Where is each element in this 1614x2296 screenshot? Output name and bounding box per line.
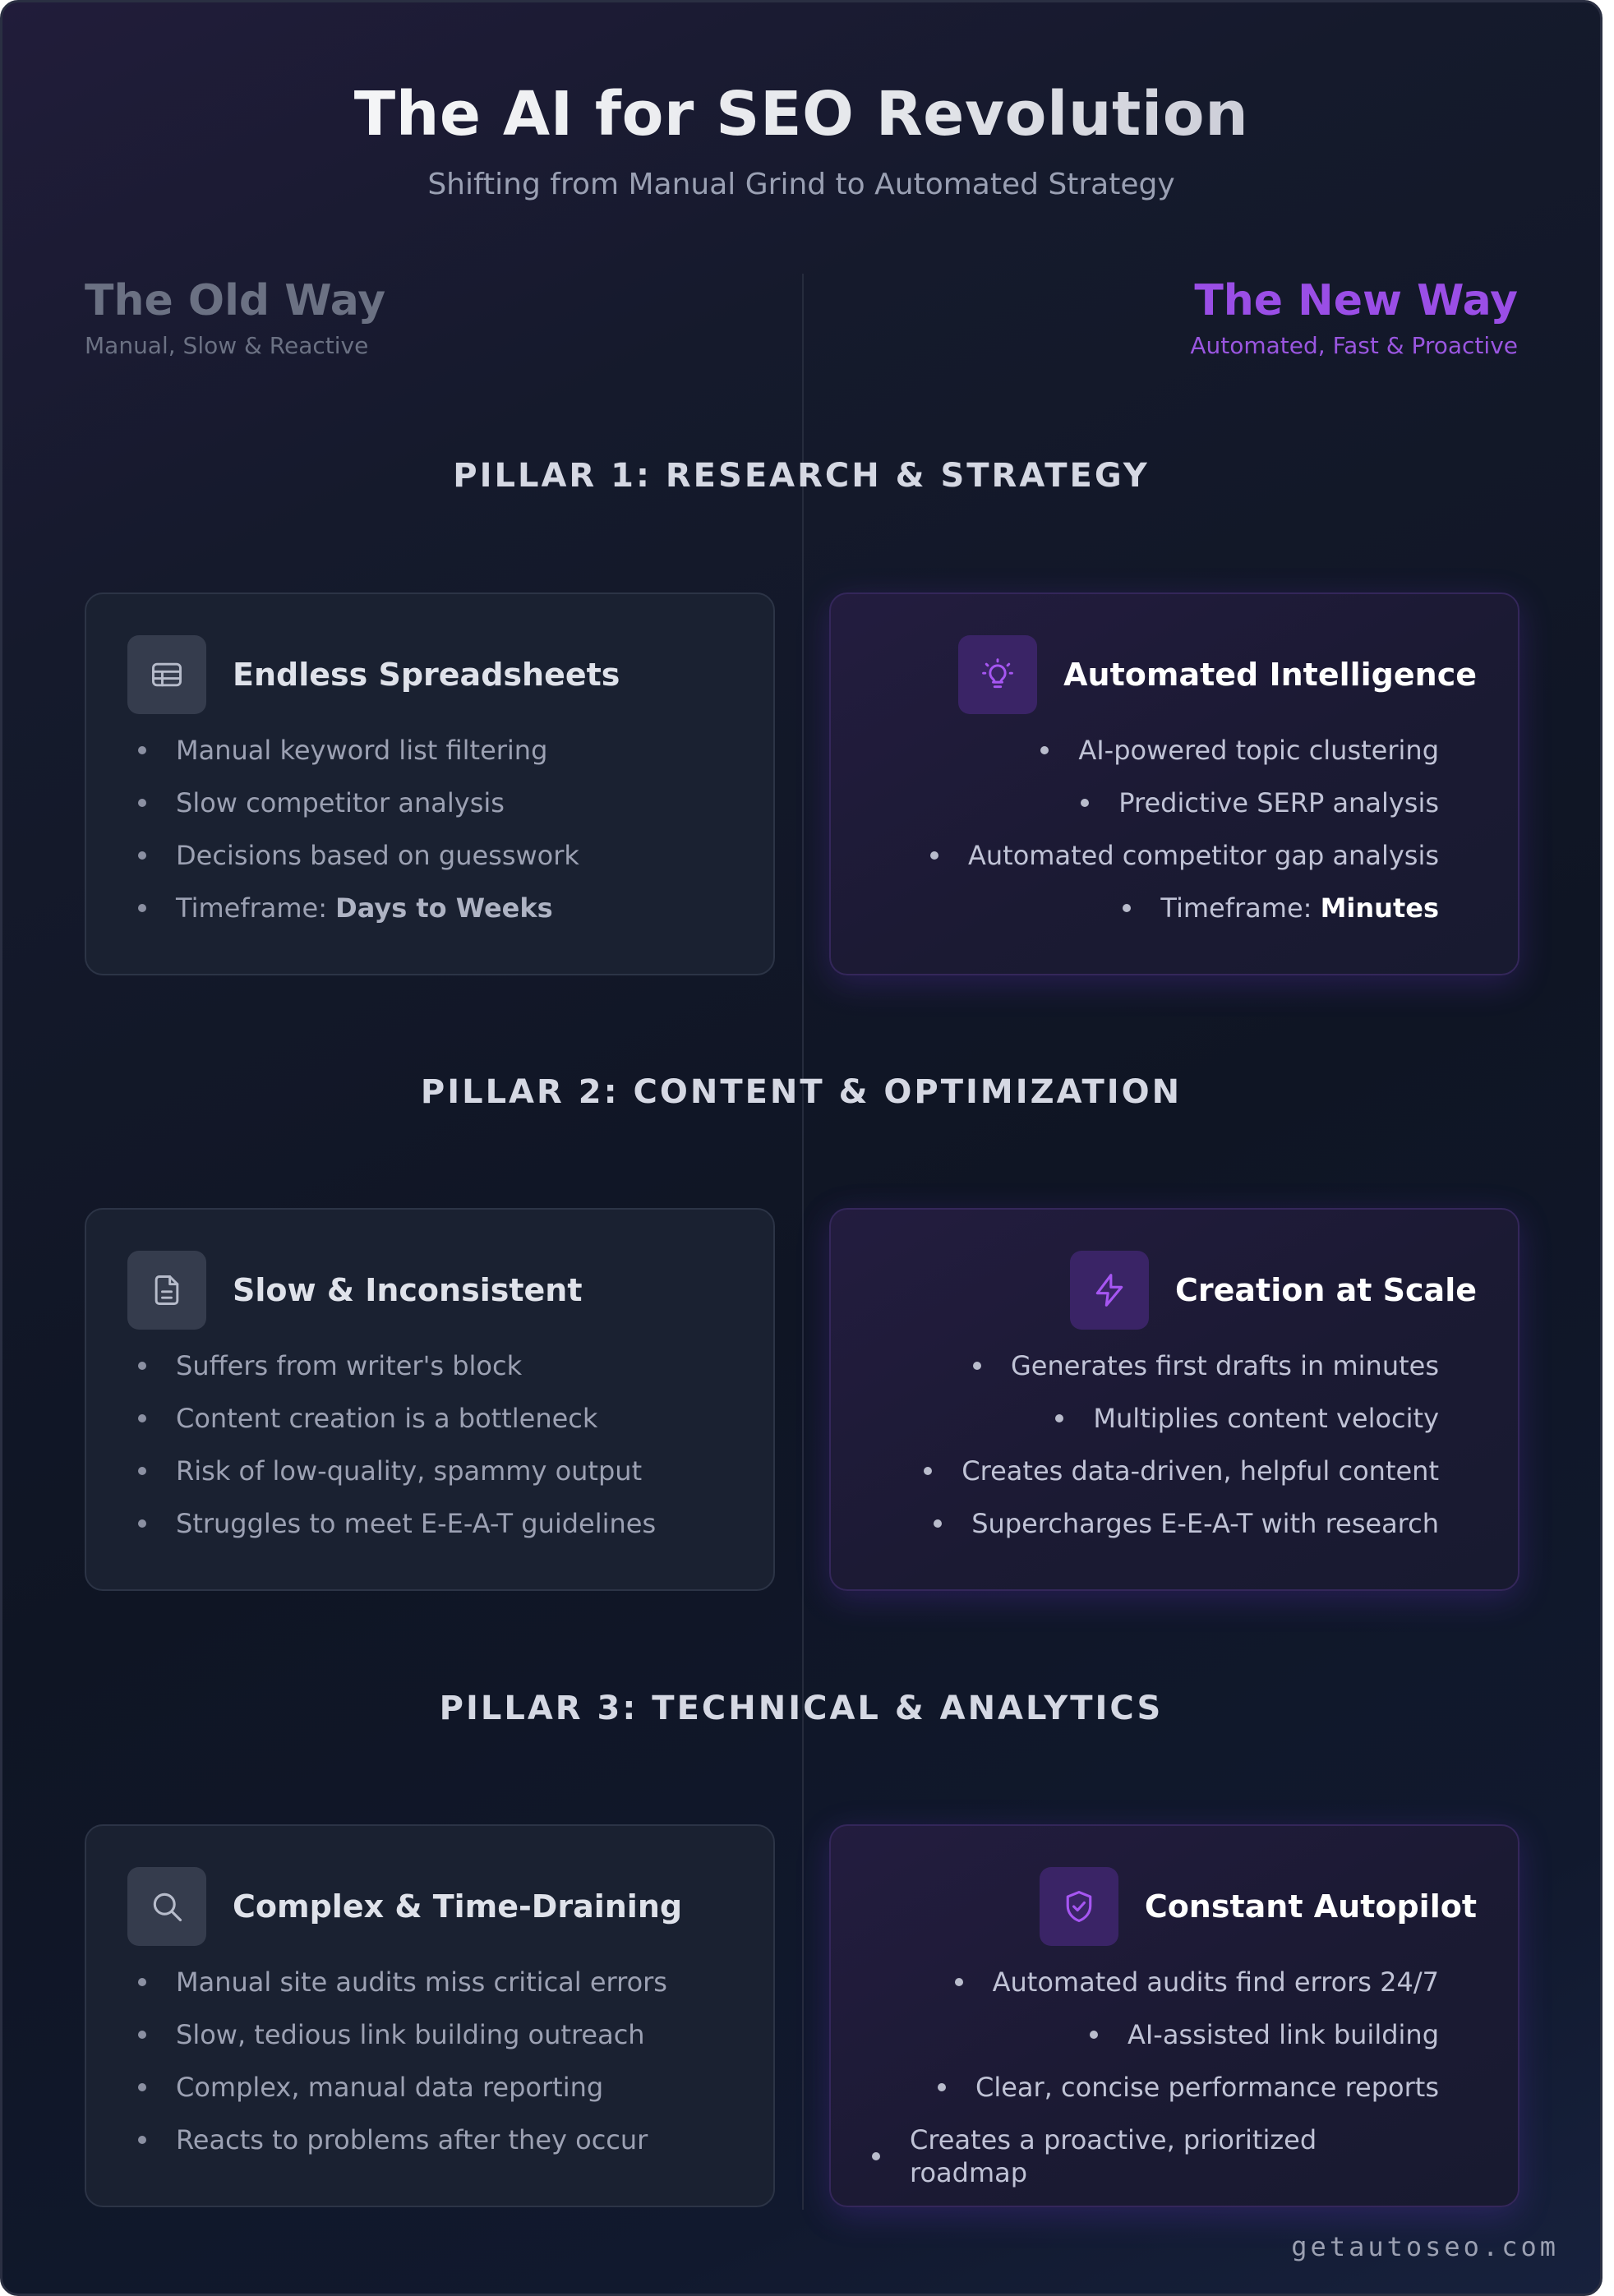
- list-item: Manual keyword list filtering: [127, 734, 732, 767]
- card-title: Slow & Inconsistent: [233, 1272, 583, 1308]
- new-way-header: [1190, 274, 1518, 361]
- list-item: Risk of low-quality, spammy output: [127, 1455, 732, 1487]
- lightning-icon: [1070, 1251, 1149, 1330]
- list-item: Content creation is a bottleneck: [127, 1402, 732, 1435]
- list-item: AI-assisted link building: [872, 2018, 1477, 2051]
- pillar-1-title: PILLAR 1: RESEARCH & STRATEGY: [453, 457, 1150, 495]
- lightbulb-icon: [958, 635, 1037, 714]
- list-item: Supercharges E-E-A-T with research: [872, 1507, 1477, 1540]
- list-item: Multiplies content velocity: [872, 1402, 1477, 1435]
- document-icon: [127, 1251, 206, 1330]
- page-title: The AI for SEO Revolution: [2, 76, 1600, 152]
- pillar-2-old-card: [85, 1208, 775, 1591]
- bullet-list: [872, 734, 1477, 924]
- timeframe-item: Timeframe: Days to Weeks: [127, 892, 732, 924]
- header: [2, 76, 1600, 203]
- card-title: Creation at Scale: [1175, 1272, 1477, 1308]
- list-item: Struggles to meet E-E-A-T guidelines: [127, 1507, 732, 1540]
- list-item: Clear, concise performance reports: [872, 2071, 1477, 2104]
- bullet-list: [127, 734, 732, 924]
- list-item: Slow, tedious link building outreach: [127, 2018, 732, 2051]
- spreadsheet-icon: [127, 635, 206, 714]
- new-way-title: The New Way: [1194, 276, 1518, 325]
- shield-check-icon: [1040, 1867, 1118, 1946]
- new-way-subtitle: Automated, Fast & Proactive: [1190, 332, 1518, 359]
- old-way-header: [85, 274, 385, 361]
- list-item: Reacts to problems after they occur: [127, 2123, 732, 2156]
- old-way-title: The Old Way: [85, 276, 386, 325]
- card-title: Endless Spreadsheets: [233, 657, 620, 693]
- pillar-2-new-card: [829, 1208, 1519, 1591]
- footer-domain: getautoseo.com: [1291, 2231, 1559, 2262]
- card-title: Complex & Time-Draining: [233, 1888, 683, 1925]
- bullet-list: [127, 1349, 732, 1540]
- bullet-list: [872, 1966, 1477, 2189]
- list-item: Automated competitor gap analysis: [872, 839, 1477, 872]
- list-item: Predictive SERP analysis: [872, 786, 1477, 819]
- pillar-3-title: PILLAR 3: TECHNICAL & ANALYTICS: [439, 1690, 1164, 1727]
- column-divider: [802, 274, 804, 2210]
- list-item: AI-powered topic clustering: [872, 734, 1477, 767]
- list-item: Manual site audits miss critical errors: [127, 1966, 732, 1999]
- list-item: Suffers from writer's block: [127, 1349, 732, 1382]
- pillar-2-title: PILLAR 2: CONTENT & OPTIMIZATION: [420, 1073, 1183, 1111]
- list-item: Creates data-driven, helpful content: [872, 1455, 1477, 1487]
- card-title: Constant Autopilot: [1144, 1888, 1477, 1925]
- list-item: Automated audits find errors 24/7: [872, 1966, 1477, 1999]
- list-item: Complex, manual data reporting: [127, 2071, 732, 2104]
- pillar-3-new-card: [829, 1824, 1519, 2207]
- list-item: Decisions based on guesswork: [127, 839, 732, 872]
- pillar-3-old-card: [85, 1824, 775, 2207]
- old-way-subtitle: Manual, Slow & Reactive: [85, 332, 369, 359]
- page-subtitle: Shifting from Manual Grind to Automated Strategy: [427, 168, 1175, 201]
- card-title: Automated Intelligence: [1063, 657, 1477, 693]
- list-item: Generates first drafts in minutes: [872, 1349, 1477, 1382]
- pillar-1-new-card: [829, 592, 1519, 975]
- bullet-list: [127, 1966, 732, 2156]
- list-item: Slow competitor analysis: [127, 786, 732, 819]
- search-icon: [127, 1867, 206, 1946]
- timeframe-item: Timeframe: Minutes: [872, 892, 1477, 924]
- list-item: Creates a proactive, prioritized roadmap: [872, 2123, 1477, 2189]
- pillar-1-old-card: [85, 592, 775, 975]
- bullet-list: [872, 1349, 1477, 1540]
